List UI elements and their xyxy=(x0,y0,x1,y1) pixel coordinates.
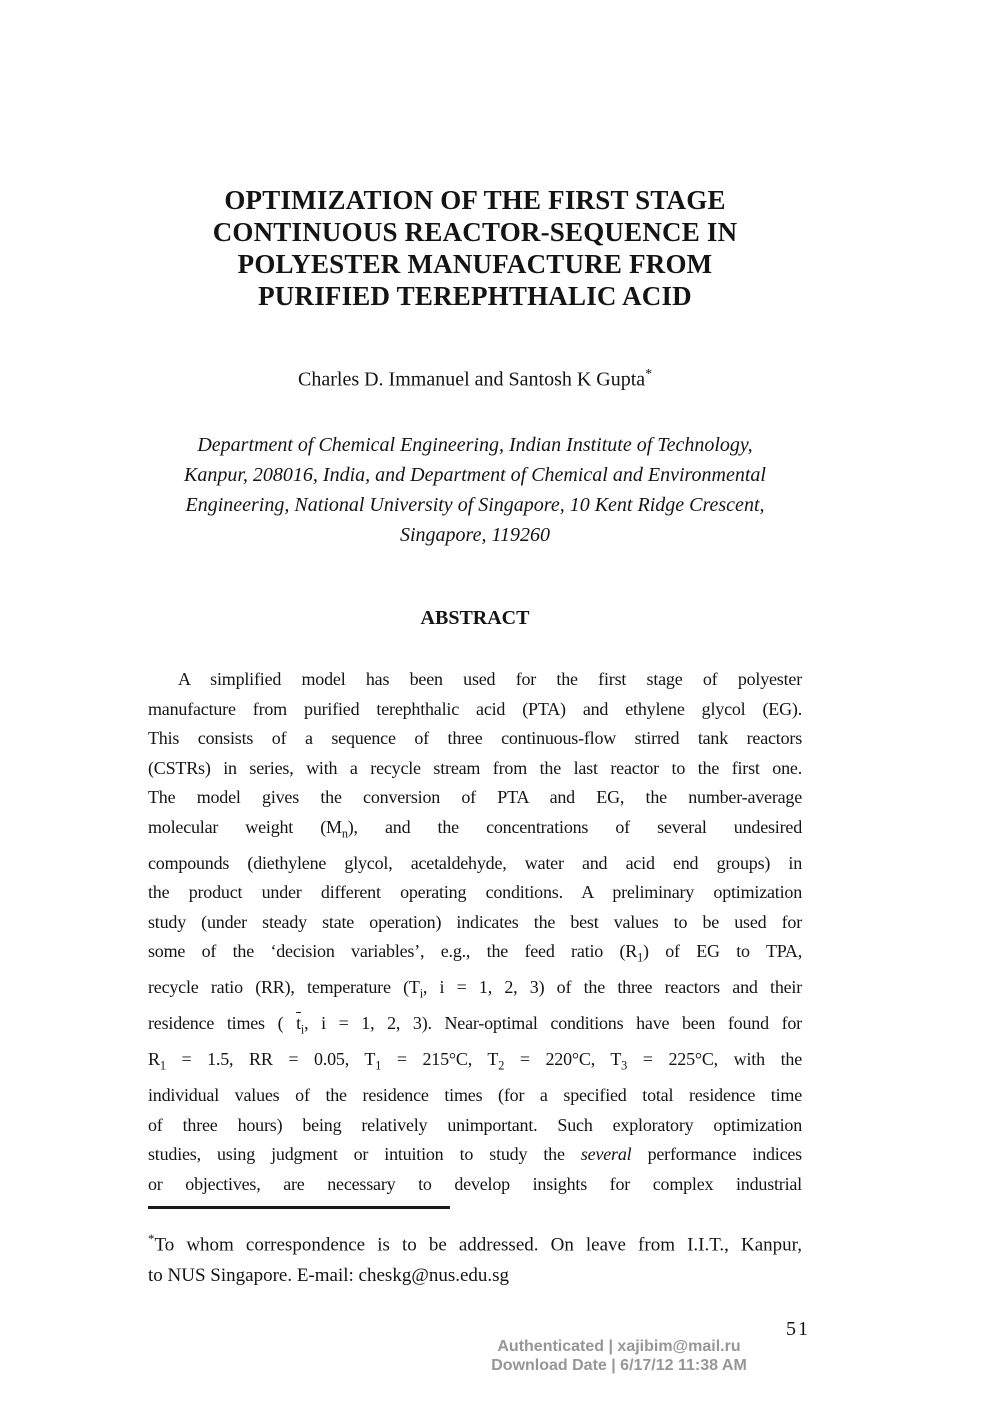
abstract-line: The model gives the conversion of PTA and EG, the number-average xyxy=(148,787,802,807)
page-number: 51 xyxy=(786,1318,810,1340)
footnote xyxy=(148,1223,802,1291)
abstract-line: residence times ( $\overline{t}_i$, i = 1, 2, 3). Near-optimal conditions have been found for xyxy=(148,1013,802,1037)
paper-title-line: POLYESTER MANUFACTURE FROM xyxy=(237,249,713,279)
affiliation-line: Kanpur, 208016, India, and Department of Chemical and Environmental xyxy=(184,464,766,486)
affiliation-line: Singapore, 119260 xyxy=(400,524,550,546)
abstract-line: A simplified model has been used for the first stage of polyester xyxy=(178,669,802,689)
abstract-line: or objectives, are necessary to develop insights for complex industrial xyxy=(148,1173,802,1194)
watermark-line: Authenticated | xajibim@mail.ru xyxy=(497,1338,741,1355)
abstract-line: This consists of a sequence of three continuous-flow stirred tank reactors xyxy=(148,728,802,748)
abstract-line: (CSTRs) in series, with a recycle stream from the last reactor to the first one. xyxy=(148,757,802,778)
abstract-line: studies, using judgment or intuition to study the several performance indices xyxy=(148,1144,802,1165)
footnote-line: to NUS Singapore. E-mail: cheskg@nus.edu.sg xyxy=(148,1265,510,1287)
abstract-line: manufacture from purified terephthalic acid (PTA) and ethylene glycol (EG). xyxy=(148,698,802,719)
affiliation-line: Engineering, National University of Singapore, 10 Kent Ridge Crescent, xyxy=(185,494,765,516)
abstract-heading: ABSTRACT xyxy=(420,607,530,629)
paper-title-line: PURIFIED TEREPHTHALIC ACID xyxy=(258,281,692,311)
watermark xyxy=(444,1337,794,1375)
abstract-line: study (under steady state operation) indicates the best values to be used for xyxy=(148,911,802,932)
abstract-line: $R_1 = 1.5$, RR = 0.05, $T_1 = 215^\circ C$, $T_2 = 220^\circ C$, $T_3 = 225^\circ C$, with the xyxy=(148,1049,802,1073)
paper-title xyxy=(148,184,802,312)
affiliation-line: Department of Chemical Engineering, Indian Institute of Technology, xyxy=(197,434,753,456)
watermark-line: Download Date | 6/17/12 11:38 AM xyxy=(491,1357,747,1374)
abstract-line: of three hours) being relatively unimportant. Such exploratory optimization xyxy=(148,1114,802,1135)
abstract-line: some of the ‘decision variables’, e.g., the feed ratio $(R_1)$ of EG to TPA, xyxy=(148,941,803,965)
abstract-line: individual values of the residence times (for a specified total residence time xyxy=(148,1085,802,1106)
paper-title-line: OPTIMIZATION OF THE FIRST STAGE xyxy=(224,185,726,215)
paper-title-line: CONTINUOUS REACTOR-SEQUENCE IN xyxy=(212,217,738,247)
abstract-line: the product under different operating conditions. A preliminary optimization xyxy=(148,882,802,903)
authors-line: Charles D. Immanuel and Santosh K Gupta* xyxy=(298,366,652,391)
footnote-line: *To whom correspondence is to be addressed. On leave from I.I.T., Kanpur, xyxy=(148,1231,802,1256)
abstract-body xyxy=(148,665,802,1199)
footnote-rule xyxy=(148,1206,450,1209)
abstract-line: compounds (diethylene glycol, acetaldehyde, water and acid end groups) in xyxy=(148,852,802,873)
abstract-line: molecular weight $(M_n)$, and the concentrations of several undesired xyxy=(148,816,802,841)
affiliation xyxy=(148,430,802,550)
abstract-line: recycle ratio (RR), temperature ($T_i$, i = 1, 2, 3) of the three reactors and their xyxy=(148,977,803,1001)
